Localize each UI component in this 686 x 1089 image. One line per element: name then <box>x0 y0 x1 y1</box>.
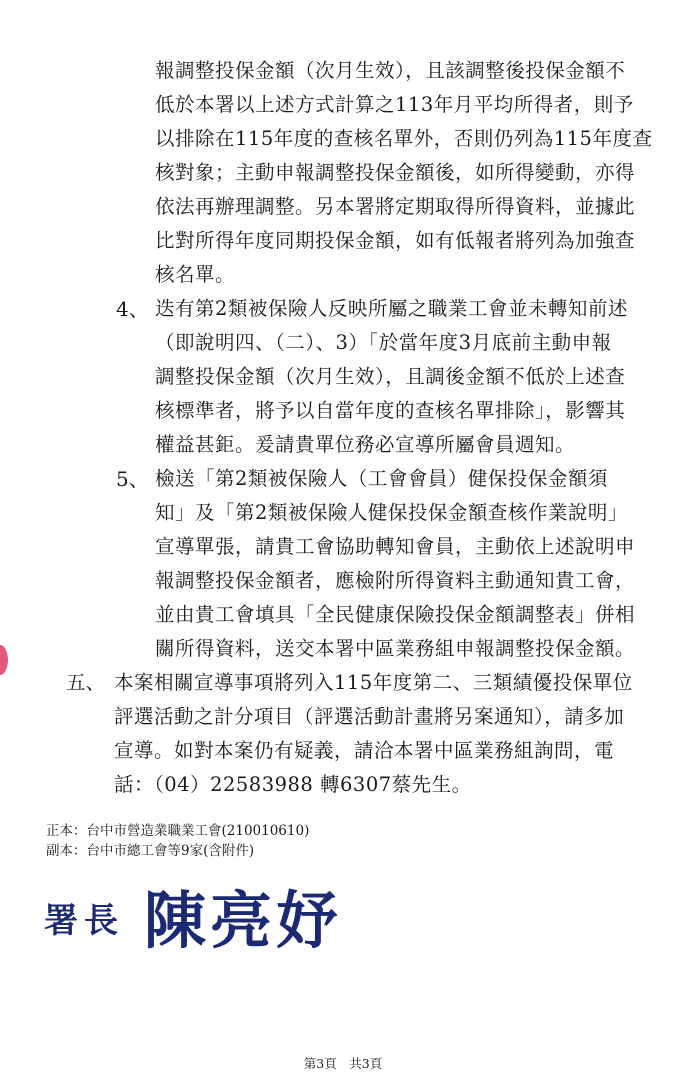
text-line: 報調整投保金額者，應檢附所得資料主動通知貴工會， <box>155 569 636 592</box>
text-line: 核名單。 <box>155 263 236 286</box>
text-line: 宣導。如對本案仍有疑義，請洽本署中區業務組詢問，電 <box>114 739 615 762</box>
director-signature <box>44 880 374 964</box>
text-line: 核對象；主動申報調整投保金額後，如所得變動，亦得 <box>155 161 636 184</box>
text-line: 權益甚鉅。爰請貴單位務必宣導所屬會員週知。 <box>155 433 576 456</box>
text-line: 關所得資料，送交本署中區業務組申報調整投保金額。 <box>155 637 636 660</box>
svg-text:署長: 署長 <box>44 901 124 941</box>
text-line: 依法再辦理調整。另本署將定期取得所得資料，並據此 <box>155 195 636 218</box>
seal-stamp-fragment <box>0 645 8 675</box>
svg-text:陳亮妤: 陳亮妤 <box>144 884 343 957</box>
text-line: 並由貴工會填具「全民健康保險投保金額調整表」併相 <box>155 603 636 626</box>
item-number: 5、 <box>116 467 149 491</box>
text-line: 報調整投保金額（次月生效），且該調整後投保金額不 <box>155 59 626 82</box>
text-line: 核標準者，將予以自當年度的查核名單排除」，影響其 <box>155 399 626 422</box>
text-line: 評選活動之計分項目（評選活動計畫將另案通知），請多加 <box>114 705 625 728</box>
section-number: 五、 <box>66 671 106 694</box>
text-line: 檢送「第2類被保險人（工會會員）健保投保金額須 <box>155 467 608 490</box>
text-line: 比對所得年度同期投保金額，如有低報者將列為加強查 <box>155 229 636 252</box>
text-line: 低於本署以上述方式計算之113年月平均所得者，則予 <box>155 93 634 116</box>
page-footer: 第3頁 共3頁 <box>303 1056 383 1071</box>
original-recipient: 正本：台中市營造業職業工會(210010610) <box>46 823 310 839</box>
text-line: （即說明四、（二）、3）「於當年度3月底前主動申報 <box>155 331 612 354</box>
text-line: 調整投保金額（次月生效），且調後金額不低於上述查 <box>155 365 626 388</box>
signature-image <box>44 880 374 960</box>
text-line: 以排除在115年度的查核名單外，否則仍列為115年度查 <box>155 127 653 150</box>
text-line: 知」及「第2類被保險人健保投保金額查核作業說明」 <box>155 501 628 524</box>
item-number: 4、 <box>116 297 149 321</box>
text-line: 話：（04）22583988 轉6307蔡先生。 <box>114 773 472 796</box>
copy-recipient: 副本：台中市總工會等9家(含附件) <box>46 843 255 859</box>
text-line: 本案相關宣導事項將列入115年度第二、三類績優投保單位 <box>114 671 633 694</box>
text-line: 迭有第2類被保險人反映所屬之職業工會並未轉知前述 <box>155 297 628 320</box>
text-line: 宣導單張，請貴工會協助轉知會員，主動依上述說明申 <box>155 535 636 558</box>
